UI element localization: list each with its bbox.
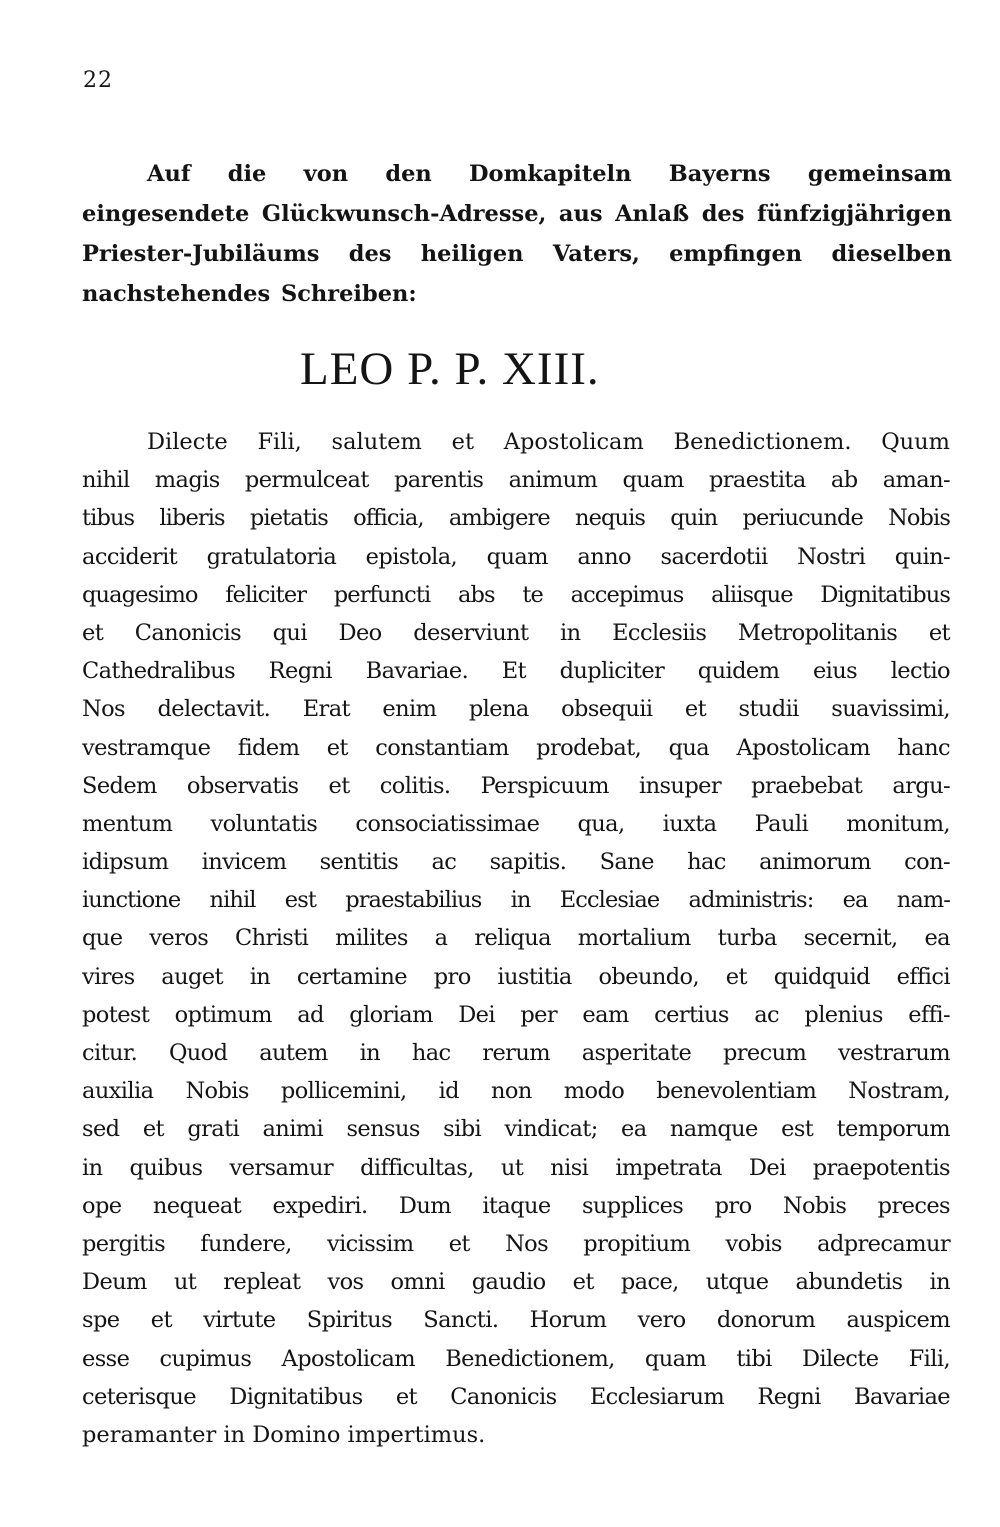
- text-line: et Canonicis qui Deo deserviunt in Ecclesiis Metropolitanis et: [82, 619, 950, 646]
- text-line: in quibus versamur difficultas, ut nisi impetrata Dei praepotentis: [82, 1154, 950, 1181]
- text-line: mentum voluntatis consociatissimae qua, iuxta Pauli monitum,: [82, 810, 950, 837]
- text-line: Nos delectavit. Erat enim plena obsequii et studii suavissimi,: [82, 696, 950, 723]
- text-line: nihil magis permulceat parentis animum quam praestita ab aman-: [82, 467, 950, 494]
- text-line: acciderit gratulatoria epistola, quam anno sacerdotii Nostri quin-: [82, 543, 950, 570]
- text-line: vires auget in certamine pro iustitia obeundo, et quidquid effici: [82, 963, 950, 990]
- text-line: Dilecte Fili, salutem et Apostolicam Benedictionem. Quum: [147, 429, 950, 455]
- intro-paragraph: Auf die von den Domkapiteln Bayerns gemeinsam eingesendete Glückwunsch-Adresse, aus Anlaß des fünfzigjährigen Priester-Jubiläums des heiligen Vaters, empfingen dieselben nachstehendes Schreiben:: [82, 161, 952, 307]
- text-line: idipsum invicem sentitis ac sapitis. Sane hac animorum con-: [82, 849, 950, 876]
- text-line: peramanter in Domino impertimus.: [82, 1421, 486, 1448]
- text-line: ceterisque Dignitatibus et Canonicis Ecclesiarum Regni Bavariae: [82, 1383, 950, 1410]
- text-line: iunctione nihil est praestabilius in Ecclesiae administris: ea nam-: [82, 887, 950, 914]
- letter-heading: LEO P. P. XIII.: [300, 343, 600, 395]
- text-line: quagesimo feliciter perfuncti abs te accepimus aliisque Dignitatibus: [82, 581, 950, 608]
- text-line: esse cupimus Apostolicam Benedictionem, quam tibi Dilecte Fili,: [82, 1345, 950, 1372]
- text-line: pergitis fundere, vicissim et Nos propitium vobis adprecamur: [82, 1230, 950, 1257]
- text-line: vestramque fidem et constantiam prodebat, qua Apostolicam hanc: [82, 734, 950, 761]
- text-line: sed et grati animi sensus sibi vindicat; ea namque est temporum: [82, 1116, 950, 1143]
- text-line: spe et virtute Spiritus Sancti. Horum vero donorum auspicem: [82, 1307, 950, 1334]
- text-line: potest optimum ad gloriam Dei per eam certius ac plenius effi-: [82, 1001, 950, 1028]
- text-line: Sedem observatis et colitis. Perspicuum insuper praebebat argu-: [82, 772, 950, 799]
- text-line: auxilia Nobis pollicemini, id non modo benevolentiam Nostram,: [82, 1078, 950, 1105]
- page-number: 22: [83, 68, 113, 93]
- text-line: tibus liberis pietatis officia, ambigere nequis quin periucunde Nobis: [82, 505, 950, 532]
- text-line: Deum ut repleat vos omni gaudio et pace, utque abundetis in: [82, 1269, 950, 1296]
- letter-body: [82, 423, 950, 1454]
- text-line: Cathedralibus Regni Bavariae. Et dupliciter quidem eius lectio: [82, 658, 950, 685]
- text-line: citur. Quod autem in hac rerum asperitate precum vestrarum: [82, 1040, 950, 1066]
- text-line: ope nequeat expediri. Dum itaque supplices pro Nobis preces: [82, 1192, 950, 1219]
- text-line: que veros Christi milites a reliqua mortalium turba secernit, ea: [82, 925, 950, 952]
